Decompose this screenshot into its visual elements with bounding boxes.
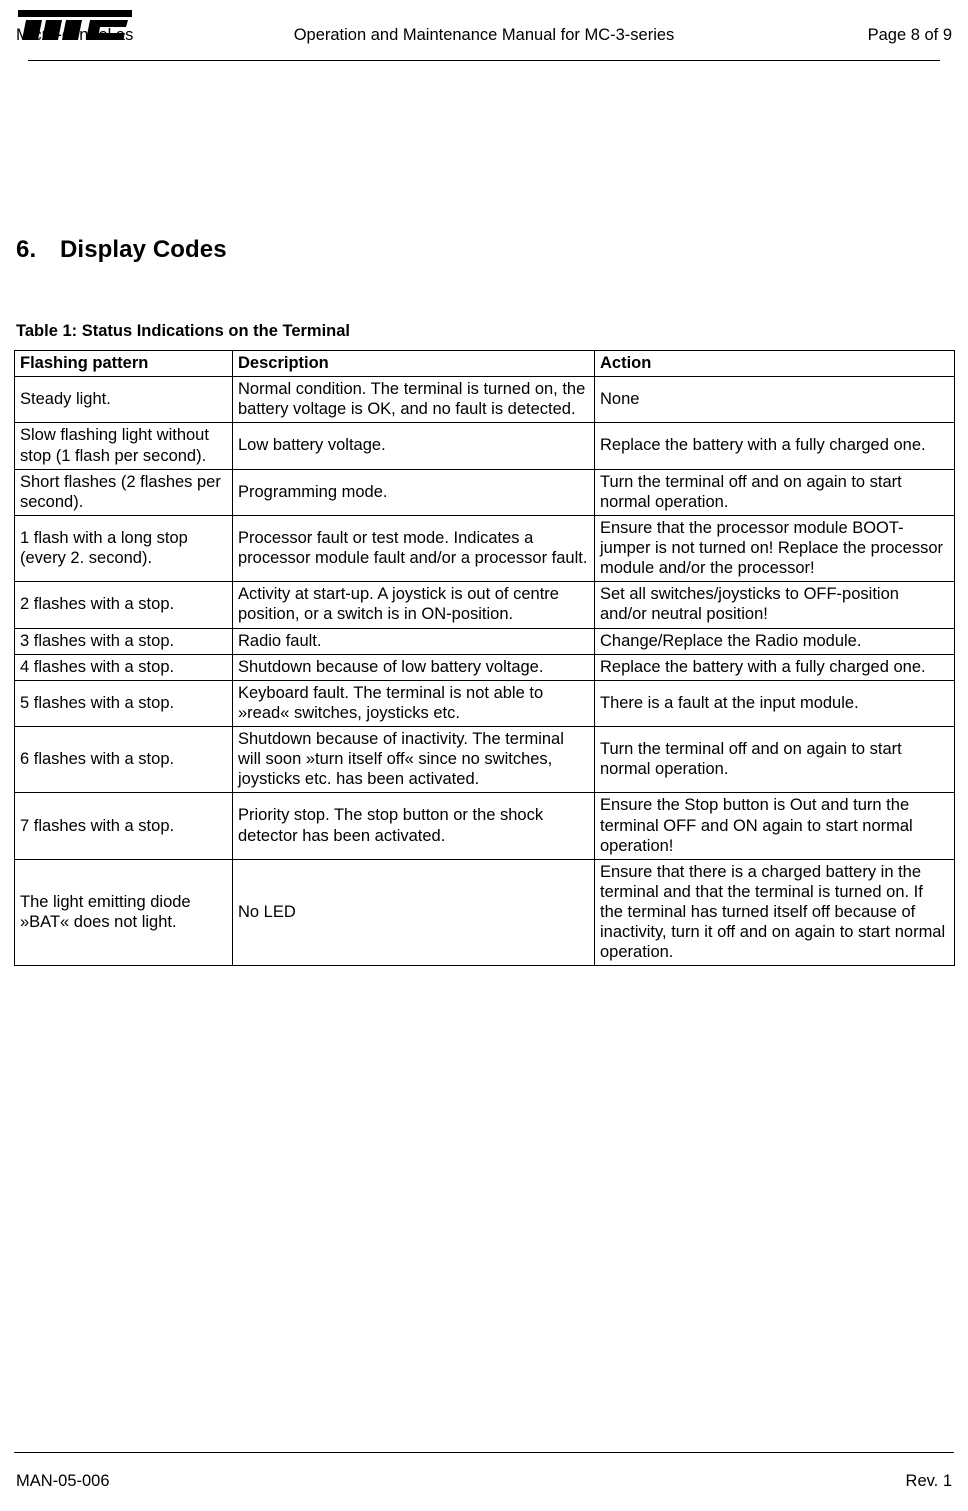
cell-description: Radio fault. [233,628,595,654]
table-row [15,515,955,581]
cell-description: Priority stop. The stop button or the shock detector has been activated. [233,793,595,859]
cell-action: Change/Replace the Radio module. [595,628,955,654]
cell-description: Low battery voltage. [233,423,595,469]
column-header-pattern: Flashing pattern [15,351,233,377]
page-footer [16,1472,952,1491]
cell-action: None [595,377,955,423]
cell-action: Set all switches/joysticks to OFF-position and/or neutral position! [595,582,955,628]
cell-pattern: 3 flashes with a stop. [15,628,233,654]
cell-description: Normal condition. The terminal is turned on, the battery voltage is OK, and no fault is detected. [233,377,595,423]
header-company: Micro-control as [16,26,134,44]
cell-description: Keyboard fault. The terminal is not able to »read« switches, joysticks etc. [233,680,595,726]
table-row [15,793,955,859]
table-row [15,628,955,654]
cell-action: Replace the battery with a fully charged one. [595,654,955,680]
cell-description: Activity at start-up. A joystick is out of centre position, or a switch is in ON-position. [233,582,595,628]
cell-pattern: 7 flashes with a stop. [15,793,233,859]
table-header-row [15,351,955,377]
table-row [15,469,955,515]
header-divider [28,60,940,61]
cell-pattern: Steady light. [15,377,233,423]
cell-pattern: 4 flashes with a stop. [15,654,233,680]
footer-divider [14,1452,954,1453]
cell-pattern: Short flashes (2 flashes per second). [15,469,233,515]
header-page-number: Page 8 of 9 [867,26,952,44]
table-row [15,859,955,966]
page-content [14,56,954,966]
section-number: 6. [16,236,37,263]
cell-pattern: 1 flash with a long stop (every 2. second). [15,515,233,581]
cell-pattern: Slow flashing light without stop (1 flash per second). [15,423,233,469]
cell-pattern: 6 flashes with a stop. [15,727,233,793]
page-title [16,236,954,264]
section-title-text: Display Codes [60,236,227,263]
table-row [15,423,955,469]
page-header [14,0,954,56]
cell-description: Shutdown because of low battery voltage. [233,654,595,680]
footer-revision: Rev. 1 [905,1472,952,1490]
cell-description: Processor fault or test mode. Indicates a processor module fault and/or a processor fault. [233,515,595,581]
header-title: Operation and Maintenance Manual for MC-3-series [293,26,675,44]
cell-action: Replace the battery with a fully charged one. [595,423,955,469]
cell-description: Programming mode. [233,469,595,515]
table-caption: Table 1: Status Indications on the Terminal [16,322,351,340]
cell-description: No LED [233,859,595,966]
cell-action: Ensure that the processor module BOOT-jumper is not turned on! Replace the processor module and/or the processor! [595,515,955,581]
cell-action: Ensure that there is a charged battery in the terminal and that the terminal is turned on. If the terminal has turned itself off because of inactivity, turn it off and on again to start normal operation. [595,859,955,966]
cell-action: There is a fault at the input module. [595,680,955,726]
table-row [15,727,955,793]
table-row [15,377,955,423]
cell-action: Turn the terminal off and on again to start normal operation. [595,727,955,793]
table-row [15,680,955,726]
table-row [15,654,955,680]
status-indications-table [14,350,955,966]
cell-description: Shutdown because of inactivity. The terminal will soon »turn itself off« since no switches, joysticks etc. has been activated. [233,727,595,793]
cell-action: Ensure the Stop button is Out and turn the terminal OFF and ON again to start normal operation! [595,793,955,859]
column-header-action: Action [595,351,955,377]
cell-pattern: The light emitting diode »BAT« does not light. [15,859,233,966]
column-header-description: Description [233,351,595,377]
cell-pattern: 5 flashes with a stop. [15,680,233,726]
table-row [15,582,955,628]
footer-document-number: MAN-05-006 [16,1472,110,1490]
cell-action: Turn the terminal off and on again to start normal operation. [595,469,955,515]
cell-pattern: 2 flashes with a stop. [15,582,233,628]
